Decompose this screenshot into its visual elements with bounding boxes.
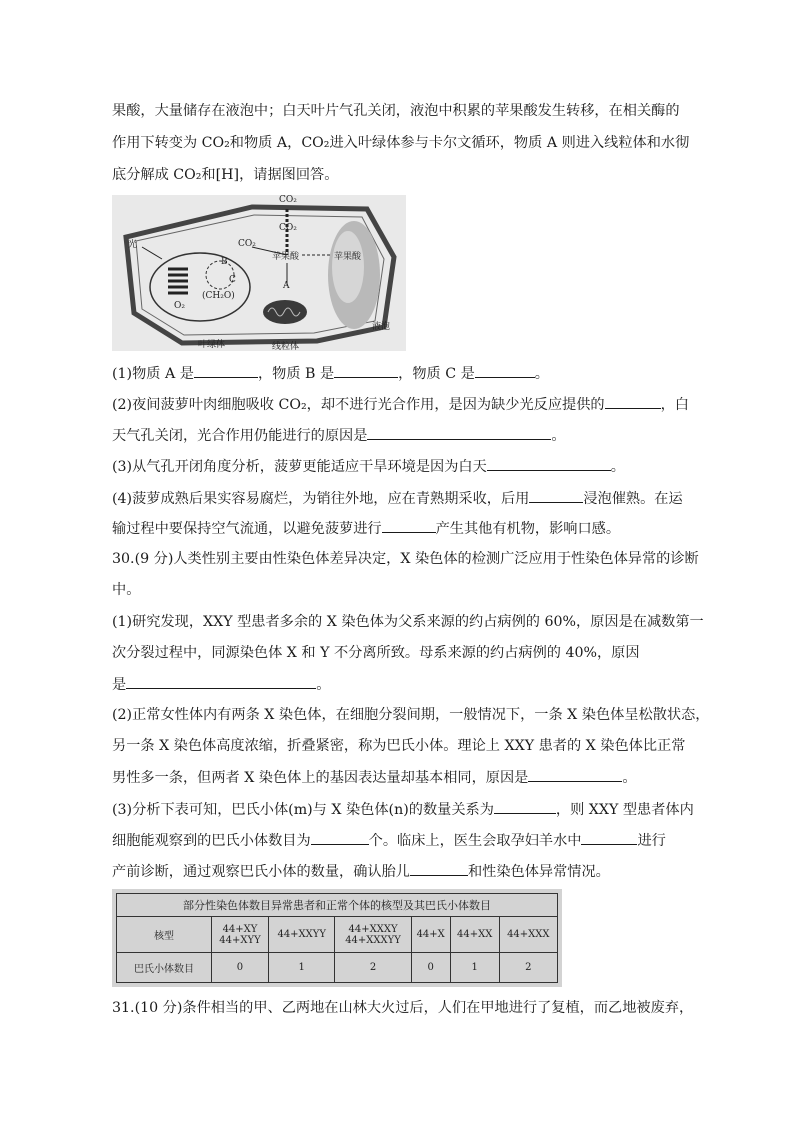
q29-part1	[112, 363, 549, 384]
o2-label: O₂	[174, 301, 185, 311]
table-cell: 1	[268, 953, 335, 983]
substance-b-label: B	[221, 257, 228, 267]
q29-part4-line1	[112, 488, 683, 509]
answer-blank[interactable]	[494, 799, 556, 814]
answer-blank[interactable]	[487, 456, 611, 471]
q30-part3-line3	[112, 861, 610, 882]
text-line: 果酸，大量储存在液泡中；白天叶片气孔关闭，液泡中积累的苹果酸发生转移，在相关酶的	[112, 103, 680, 119]
table-cell: 44+XXX	[499, 917, 557, 953]
answer-blank[interactable]	[475, 363, 535, 378]
substance-c-label: C	[229, 275, 236, 285]
table-cell: 44+XXYY	[268, 917, 335, 953]
q30-part2-line3	[112, 767, 637, 788]
q29-part2-line2	[112, 425, 566, 446]
table-row-label: 核型	[117, 917, 212, 953]
table-cell: 1	[450, 953, 499, 983]
q30-part1-line3	[112, 674, 330, 695]
text: ，物质 C 是	[398, 366, 475, 382]
q30-part3-line2	[112, 830, 666, 851]
co2-mid-label: CO₂	[279, 223, 297, 233]
text: 进行	[637, 833, 666, 849]
table-cell: 2	[335, 953, 411, 983]
karyotype-table-figure	[112, 889, 562, 987]
table-row-label: 巴氏小体数目	[117, 953, 212, 983]
text: 产前诊断，通过观察巴氏小体的数量，确认胎儿	[112, 864, 410, 880]
q30-heading-cont: 中。	[112, 582, 141, 598]
answer-blank[interactable]	[529, 488, 583, 503]
table-row	[117, 917, 558, 953]
q31-heading: 31.(10 分)条件相当的甲、乙两地在山林大火过后，人们在甲地进行了复植，而乙地被废弃，	[112, 1000, 694, 1016]
answer-blank[interactable]	[382, 518, 436, 533]
table-cell: 0	[212, 953, 269, 983]
karyotype-table	[116, 893, 558, 983]
text: 男性多一条，但两者 X 染色体上的基因表达量却基本相同，原因是	[112, 770, 529, 786]
answer-blank[interactable]	[334, 363, 398, 378]
table-cell: 44+XX	[450, 917, 499, 953]
mitochondrion-label: 线粒体	[272, 342, 300, 352]
text: 。	[551, 428, 566, 444]
text: 和性染色体异常情况。	[467, 864, 610, 880]
text: (3)从气孔开闭角度分析，菠萝更能适应干旱环境是因为白天	[112, 459, 487, 475]
text: (1)物质 A 是	[112, 366, 194, 382]
answer-blank[interactable]	[194, 363, 258, 378]
q30-part1-line1: (1)研究发现，XXY 型患者多余的 X 染色体为父系来源的约占病例的 60%，原因是在减数第一	[112, 614, 704, 630]
table-cell: 0	[411, 953, 450, 983]
cell-text: 44+XXXY	[348, 923, 398, 935]
q30-part3-line1	[112, 799, 694, 820]
q29-part2-line1	[112, 394, 689, 415]
text: 个。临床上，医生会取孕妇羊水中	[368, 833, 582, 849]
text: 天气孔关闭，光合作用仍能进行的原因是	[112, 428, 368, 444]
text: 输过程中要保持空气流通，以避免菠萝进行	[112, 521, 382, 537]
answer-blank[interactable]	[410, 861, 468, 876]
answer-blank[interactable]	[581, 830, 637, 845]
answer-blank[interactable]	[311, 830, 369, 845]
cell-text: 44+XYY	[219, 934, 261, 946]
text: 。	[534, 366, 549, 382]
text-line: 作用下转变为 CO₂和物质 A，CO₂进入叶绿体参与卡尔文循环，物质 A 则进入线粒体和水彻	[112, 135, 690, 151]
table-caption: 部分性染色体数目异常患者和正常个体的核型及其巴氏小体数目	[117, 894, 558, 917]
text: 是	[112, 677, 127, 693]
text-line: 底分解成 CO₂和[H]，请据图回答。	[112, 167, 339, 183]
text: 。	[316, 677, 331, 693]
chloroplast-label: 叶绿体	[198, 340, 226, 350]
malic-acid-label: 苹果酸	[272, 252, 300, 262]
q30-part2-line1: (2)正常女性体内有两条 X 染色体，在细胞分裂间期，一般情况下，一条 X 染色体呈松散状态，	[112, 707, 710, 723]
text: 产生其他有机物，影响口感。	[435, 521, 621, 537]
text: 。	[622, 770, 637, 786]
vacuole-label: 液泡	[372, 322, 391, 332]
text: 浸泡催熟。在运	[583, 491, 683, 507]
text: 细胞能观察到的巴氏小体数目为	[112, 833, 311, 849]
text: (3)分析下表可知，巴氏小体(m)与 X 染色体(n)的数量关系为	[112, 802, 494, 818]
co2-chloroplast-label: CO₂	[238, 239, 256, 249]
ch2o-label: (CH₂O)	[202, 291, 235, 301]
substance-a-label: A	[283, 281, 290, 291]
text: ，白	[660, 397, 689, 413]
q30-heading: 30.(9 分)人类性别主要由性染色体差异决定，X 染色体的检测广泛应用于性染色体异常的诊断	[112, 551, 699, 567]
answer-blank[interactable]	[126, 674, 316, 689]
text: ，物质 B 是	[257, 366, 335, 382]
answer-blank[interactable]	[605, 394, 661, 409]
text: (4)菠萝成熟后果实容易腐烂，为销往外地，应在青熟期采收，后用	[112, 491, 530, 507]
text: ，则 XXY 型患者体内	[555, 802, 694, 818]
q30-part1-line2: 次分裂过程中，同源染色体 X 和 Y 不分离所致。母系来源的约占病例的 40%，原因	[112, 645, 640, 661]
cell-diagram	[112, 195, 406, 351]
answer-blank[interactable]	[367, 425, 551, 440]
text: (2)夜间菠萝叶肉细胞吸收 CO₂，却不进行光合作用，是因为缺少光反应提供的	[112, 397, 605, 413]
cell-text: 44+XY	[222, 923, 258, 935]
table-cell	[212, 917, 269, 953]
co2-top-label: CO₂	[279, 195, 297, 205]
text: 。	[610, 459, 625, 475]
malic-acid-vacuole-label: 苹果酸	[334, 252, 362, 262]
q30-part2-line2: 另一条 X 染色体高度浓缩，折叠紧密，称为巴氏小体。理论上 XXY 患者的 X 染色体比正常	[112, 738, 686, 754]
q29-part4-line2	[112, 518, 620, 539]
q29-part3	[112, 456, 625, 477]
table-row	[117, 953, 558, 983]
table-cell: 44+X	[411, 917, 450, 953]
light-label: 光	[128, 240, 138, 250]
answer-blank[interactable]	[528, 767, 622, 782]
table-cell	[335, 917, 411, 953]
cell-diagram-drawing	[112, 195, 406, 351]
cell-text: 44+XXXYY	[345, 934, 401, 946]
table-cell: 2	[499, 953, 557, 983]
